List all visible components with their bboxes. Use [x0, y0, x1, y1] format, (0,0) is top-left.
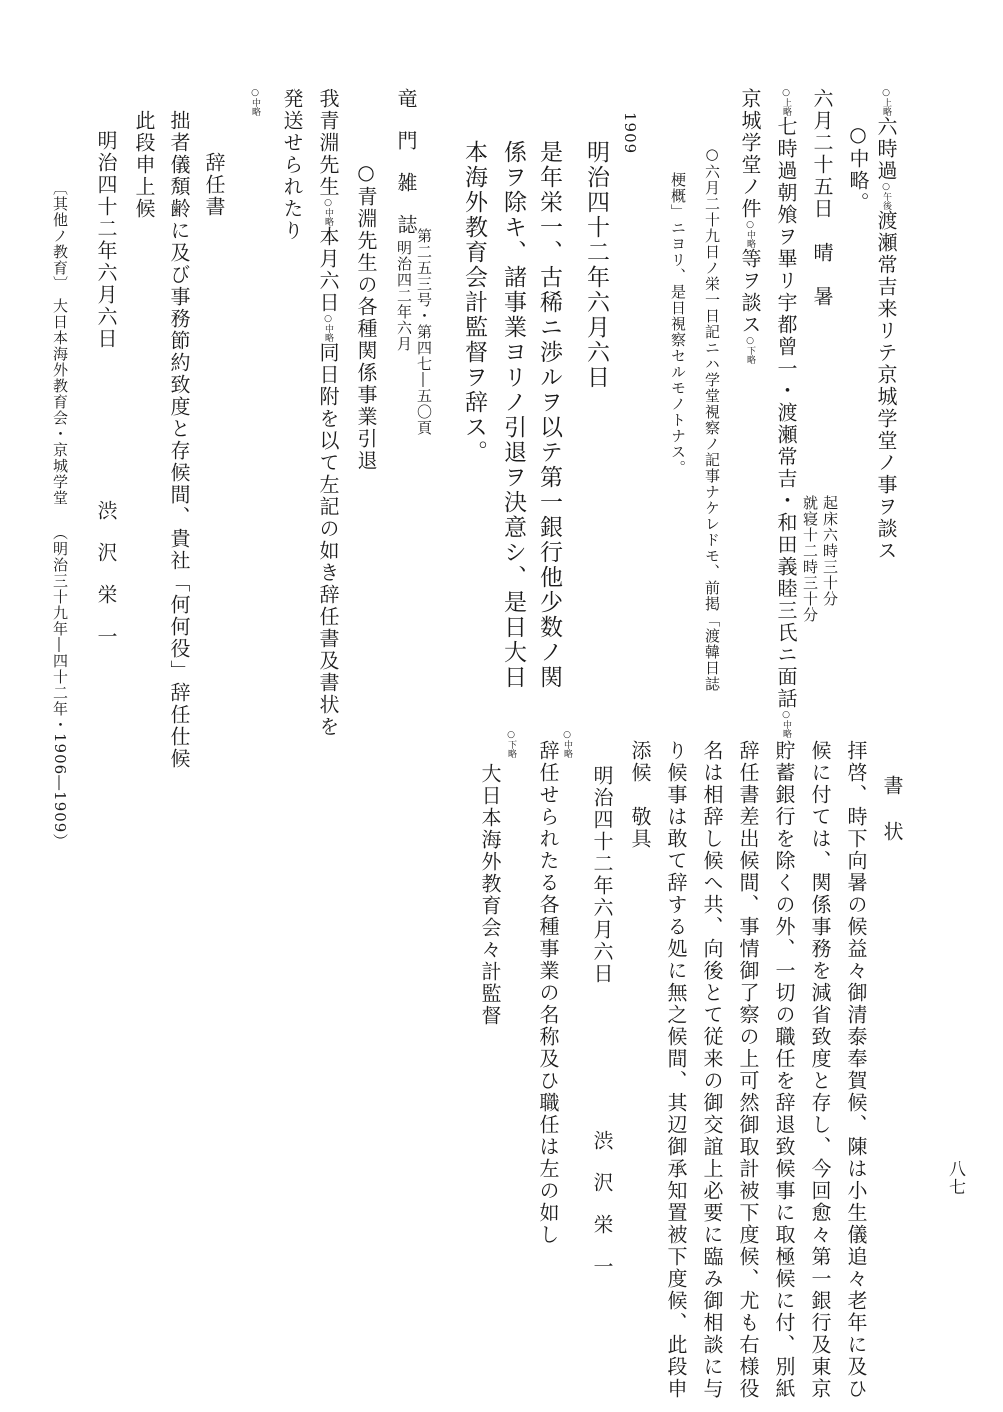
article-body-1: 我青淵先生○中略本月六日○中略同日附を以て左記の如き辞任書及書状を [316, 88, 340, 738]
letter-line-5: 名は相辞し候へ共、向後とて従来の御交誼上必要に臨み御相談に与 [700, 740, 724, 1400]
omission-mark: ○中略 [562, 730, 572, 758]
omission-mark: ○中略 [250, 88, 260, 116]
omission-mark: ○下略 [506, 730, 516, 758]
letter-signature: 渋沢栄一 [590, 1130, 614, 1298]
year-label: 1909 [621, 112, 639, 155]
organization-label: 大日本海外教育会・京城学堂 [51, 298, 69, 506]
diary-line-4: ○上略七時過朝飧ヲ畢リ宇都曾一・渡瀬常吉・和田義睦三氏ニ面話○中略 [774, 88, 798, 738]
sleep-time: 就寝十二時三十分 [801, 495, 819, 623]
annotation-mark: ○午後 [881, 182, 891, 210]
resignation-date: 明治四十二年六月六日 [94, 130, 118, 350]
note-line-1: ○六月二十九日ノ栄一日記ニハ学堂視察ノ記事ナケレドモ、前掲「渡韓日誌 [703, 145, 721, 692]
letter-line-6: り候事は敢て辞する処に無之候間、其辺御承知置被下度候、此段申 [664, 740, 688, 1400]
diary-line-1: ○上略六時過○午後渡瀬常吉来リテ京城学堂ノ事ヲ談ス [874, 88, 898, 562]
section-label: 〔其他ノ教育〕 [51, 180, 69, 292]
omission-mark: ○上略 [881, 88, 891, 116]
resignation-title: 辞任書 [202, 152, 226, 218]
entry-body-2: 係ヲ除キ、諸事業ヨリノ引退ヲ決意シ、是日大日 [500, 140, 526, 690]
source-date: 明治四二年六月 [395, 240, 413, 352]
letter-line-2: 候に付ては、関係事務を減省致度と存し、今回愈々第一銀行及東京 [808, 740, 832, 1400]
diary-line-2: ○中略。 [846, 122, 870, 214]
year-range-label: （明治三十九年―四十二年・1906―1909） [51, 525, 69, 850]
letter-note: 辞任せられたる各種事業の名称及ひ職任は左の如し [536, 740, 560, 1246]
entry-body-3: 本海外教育会計監督ヲ辞ス。 [461, 140, 487, 465]
letter-line-1: 拝啓、時下向暑の候益々御清泰奉賀候、陳は小生儀追々老年に及ひ [844, 740, 868, 1400]
diary-date-line: 六月二十五日 晴 暑 [810, 88, 834, 308]
letter-recipient-position: 大日本海外教育会々計監督 [478, 763, 502, 1027]
source-title: 竜門雑誌 [394, 88, 418, 256]
article-heading: ○青淵先生の各種関係事業引退 [354, 160, 378, 472]
letter-line-3: 貯蓄銀行を除くの外、一切の職任を辞退致候事に取極候に付、別紙 [772, 740, 796, 1400]
entry-body-1: 是年栄一、古稀ニ渉ルヲ以テ第一銀行他少数ノ関 [536, 140, 562, 690]
letter-line-7: 添候 敬具 [628, 740, 652, 850]
resignation-body-2: 此段申上候 [132, 110, 156, 220]
rise-time: 起床六時三十分 [821, 495, 839, 607]
article-body-2: 発送せられたり [280, 88, 304, 242]
diary-line-5: 京城学堂ノ件○中略等ヲ談ス○下略 [738, 88, 762, 364]
entry-heading: 明治四十二年六月六日 [583, 140, 609, 390]
source-issue: 第二五三号・第四七―五〇頁 [415, 228, 433, 436]
letter-date: 明治四十二年六月六日 [590, 765, 614, 985]
page-number: 八七 [945, 1160, 965, 1196]
note-line-2: 梗概」ニヨリ、是日視察セルモノトナス。 [669, 172, 687, 476]
letter-title: 書状 [880, 775, 904, 867]
letter-line-4: 辞任書差出候間、事情御了察の上可然御取計被下度候、尤も右様役 [736, 740, 760, 1400]
resignation-signature: 渋沢栄一 [94, 500, 118, 668]
resignation-body-1: 拙者儀頽齢に及び事務節約致度と存候間、貴社「何何役」辞任仕候 [167, 110, 191, 770]
